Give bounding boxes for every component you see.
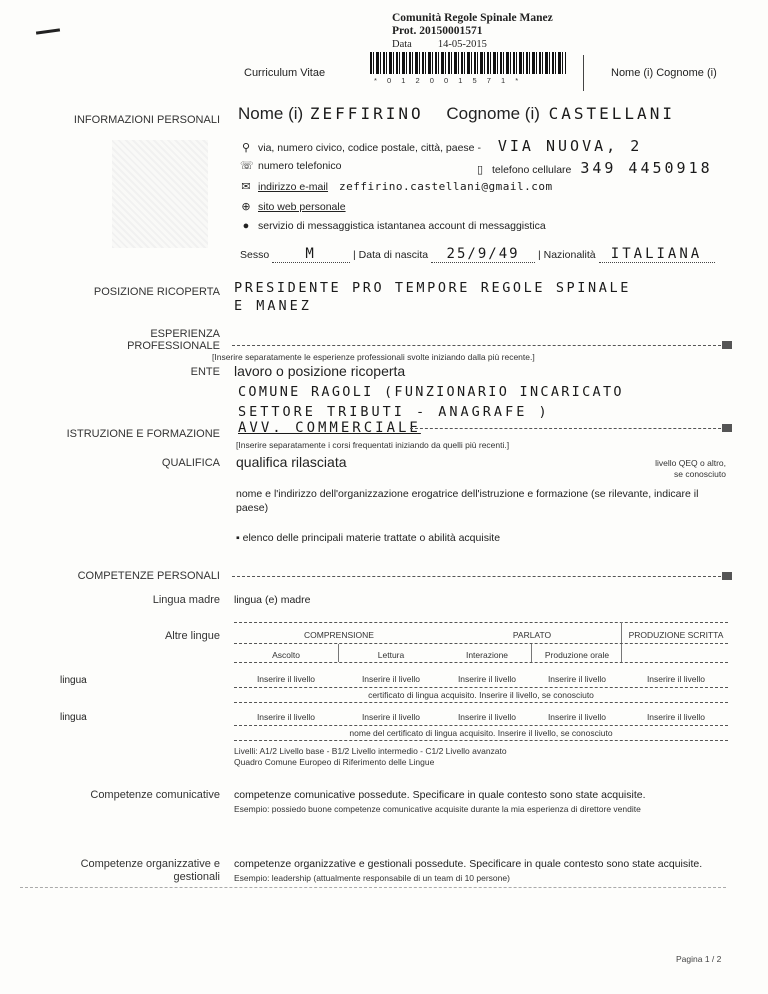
lang1-reading: Inserire il livello	[361, 674, 421, 684]
lang1-cert: certificato di lingua acquisito. Inserire il livello, se conosciuto	[368, 690, 594, 700]
lang1-label: lingua	[60, 675, 87, 686]
mother-tongue-label: Lingua madre	[152, 594, 220, 606]
mobile-phone-icon: ▯	[476, 164, 484, 176]
lang1-interaction: Inserire il livello	[457, 674, 517, 684]
education-hw: AVV. COMMERCIALE	[238, 420, 421, 436]
organizational-text: competenze organizzative e gestionali possedute. Specificare in quale contesto sono state acquisite.	[234, 858, 703, 870]
location-pin-icon: ⚲	[241, 142, 251, 154]
lang1-oral: Inserire il livello	[547, 674, 607, 684]
education-hint: [Inserire separatamente i corsi frequentati iniziando da quelli più recenti.]	[236, 440, 510, 450]
organizational-label-2: gestionali	[173, 871, 220, 883]
org-text: nome e l'indirizzo dell'organizzazione erogatrice dell'istruzione e formazione (se rilevante, indicare il paese)	[236, 488, 699, 514]
header-speaking: PARLATO	[512, 630, 552, 640]
cv-title: Curriculum Vitae	[244, 67, 326, 79]
address-value: VIA NUOVA, 2	[497, 137, 643, 155]
sex-value: M	[305, 246, 317, 262]
globe-icon: ⊕	[241, 201, 251, 213]
sub-oral: Produzione orale	[544, 650, 610, 660]
section-education: ISTRUZIONE E FORMAZIONE	[66, 428, 220, 440]
details-row	[240, 246, 715, 263]
barcode-digits: * 0 1 2 0 0 1 5 7 1 *	[374, 76, 523, 85]
education-bar	[722, 424, 732, 432]
header-writing: PRODUZIONE SCRITTA	[628, 630, 724, 640]
email-icon: ✉	[241, 181, 251, 193]
lang2-cert: nome del certificato di lingua acquisito. Inserire il livello, se conosciuto	[349, 728, 613, 738]
lang1-writing: Inserire il livello	[646, 674, 706, 684]
address-label: via, numero civico, codice postale, città, paese -	[258, 142, 481, 154]
lang2-interaction: Inserire il livello	[457, 712, 517, 722]
pen-mark	[36, 28, 60, 34]
ente-label: ENTE	[190, 366, 220, 378]
mobile-value: 349 4450918	[580, 159, 713, 177]
header-rule	[583, 55, 584, 91]
lang2-oral: Inserire il livello	[547, 712, 607, 722]
experience-bar	[722, 341, 732, 349]
experience-hw-2: SETTORE TRIBUTI - ANAGRAFE )	[238, 404, 550, 420]
section-position: POSIZIONE RICOPERTA	[93, 286, 220, 298]
experience-separator	[232, 345, 726, 346]
protocol-stamp	[392, 12, 553, 51]
section-personal-info: INFORMAZIONI PERSONALI	[73, 114, 220, 126]
mother-tongue-value: lingua (e) madre	[234, 594, 311, 606]
email-label: indirizzo e-mail	[258, 181, 329, 193]
subjects-text: ▪ elenco delle principali materie trattate o abilità acquisite	[236, 532, 501, 544]
name-prefix: Nome (i)	[238, 104, 304, 123]
chat-icon: ●	[242, 220, 250, 232]
organizational-label	[40, 858, 220, 884]
birth-value: 25/9/49	[446, 246, 520, 262]
phone-row	[240, 159, 341, 172]
skills-bar	[722, 572, 732, 580]
skills-separator	[232, 576, 726, 577]
phone-label: numero telefonico	[258, 160, 342, 172]
communication-text: competenze comunicative possedute. Specificare in quale contesto sono state acquisite.	[234, 789, 646, 801]
header-comprehension: COMPRENSIONE	[304, 630, 374, 640]
lang2-reading: Inserire il livello	[361, 712, 421, 722]
phone-icon: ☏	[240, 160, 254, 172]
photo-placeholder	[112, 140, 208, 248]
sub-reading: Lettura	[377, 650, 405, 660]
lang2-listening: Inserire il livello	[256, 712, 316, 722]
experience-label-1: ESPERIENZA	[150, 328, 220, 340]
levels-legend-2: Quadro Comune Europeo di Riferimento delle Lingue	[234, 757, 435, 767]
organizational-example: Esempio: leadership (attualmente responsabile di un team di 10 persone)	[234, 873, 510, 883]
sub-listening: Ascolto	[272, 650, 300, 660]
position-line-1: PRESIDENTE PRO TEMPORE REGOLE SPINALE	[234, 280, 631, 296]
bottom-fax-rule	[20, 887, 726, 888]
lang2-writing: Inserire il livello	[646, 712, 706, 722]
communication-label: Competenze comunicative	[90, 789, 220, 801]
section-skills: COMPETENZE PERSONALI	[77, 570, 220, 582]
section-experience	[40, 328, 220, 352]
sex-label: Sesso	[240, 249, 270, 261]
qeq-note-1: livello QEQ o altro,	[655, 458, 726, 468]
website-label: sito web personale	[258, 201, 346, 213]
sub-interaction: Interazione	[465, 650, 509, 660]
birth-label: | Data di nascita	[353, 249, 429, 261]
email-row	[240, 180, 553, 193]
email-value: zeffirino.castellani@gmail.com	[338, 180, 553, 193]
organizational-label-1: Competenze organizzative e	[80, 858, 220, 870]
mobile-row	[474, 159, 713, 177]
im-label: servizio di messaggistica istantanea account di messaggistica	[258, 220, 546, 232]
qualifica-label: QUALIFICA	[161, 457, 220, 469]
surname-value: CASTELLANI	[548, 104, 675, 123]
page-number: Pagina 1 / 2	[676, 954, 722, 964]
stamp-org: Comunità Regole Spinale Manez	[392, 12, 553, 24]
stamp-date: 14-05-2015	[437, 39, 487, 50]
qualifica-value: qualifica rilasciata	[236, 454, 347, 470]
experience-hw-1: COMUNE RAGOLI (FUNZIONARIO INCARICATO	[238, 384, 624, 400]
role-label: lavoro o posizione ricoperta	[234, 363, 406, 379]
lang2-label: lingua	[60, 712, 87, 723]
table-top-rule	[234, 622, 728, 623]
qeq-note-2: se conosciuto	[674, 469, 726, 479]
address-row	[240, 137, 642, 155]
nationality-label: | Nazionalità	[537, 249, 596, 261]
header-name: Nome (i) Cognome (i)	[611, 67, 717, 79]
name-line	[238, 104, 675, 124]
lang1-listening: Inserire il livello	[256, 674, 316, 684]
stamp-prot: Prot. 20150001571	[392, 25, 483, 37]
im-row	[240, 220, 546, 232]
barcode	[370, 52, 566, 74]
experience-label-2: PROFESSIONALE	[127, 340, 220, 352]
other-languages-label: Altre lingue	[164, 630, 220, 642]
position-line-2: E MANEZ	[234, 298, 312, 314]
levels-legend-1: Livelli: A1/2 Livello base - B1/2 Livello intermedio - C1/2 Livello avanzato	[234, 746, 507, 756]
surname-prefix: Cognome (i)	[446, 104, 540, 123]
communication-example: Esempio: possiedo buone competenze comunicative acquisite durante la mia esperienza di direttore vendite	[234, 804, 641, 814]
experience-hint: [Inserire separatamente le esperienze professionali svolte iniziando dalla più recente.]	[212, 352, 535, 362]
website-row	[240, 200, 346, 213]
mobile-label: telefono cellulare	[492, 164, 572, 176]
name-value: ZEFFIRINO	[309, 104, 424, 123]
education-separator	[410, 428, 726, 429]
nationality-value: ITALIANA	[610, 246, 703, 262]
stamp-date-label: Data	[392, 39, 412, 50]
qeq-note	[608, 458, 726, 480]
